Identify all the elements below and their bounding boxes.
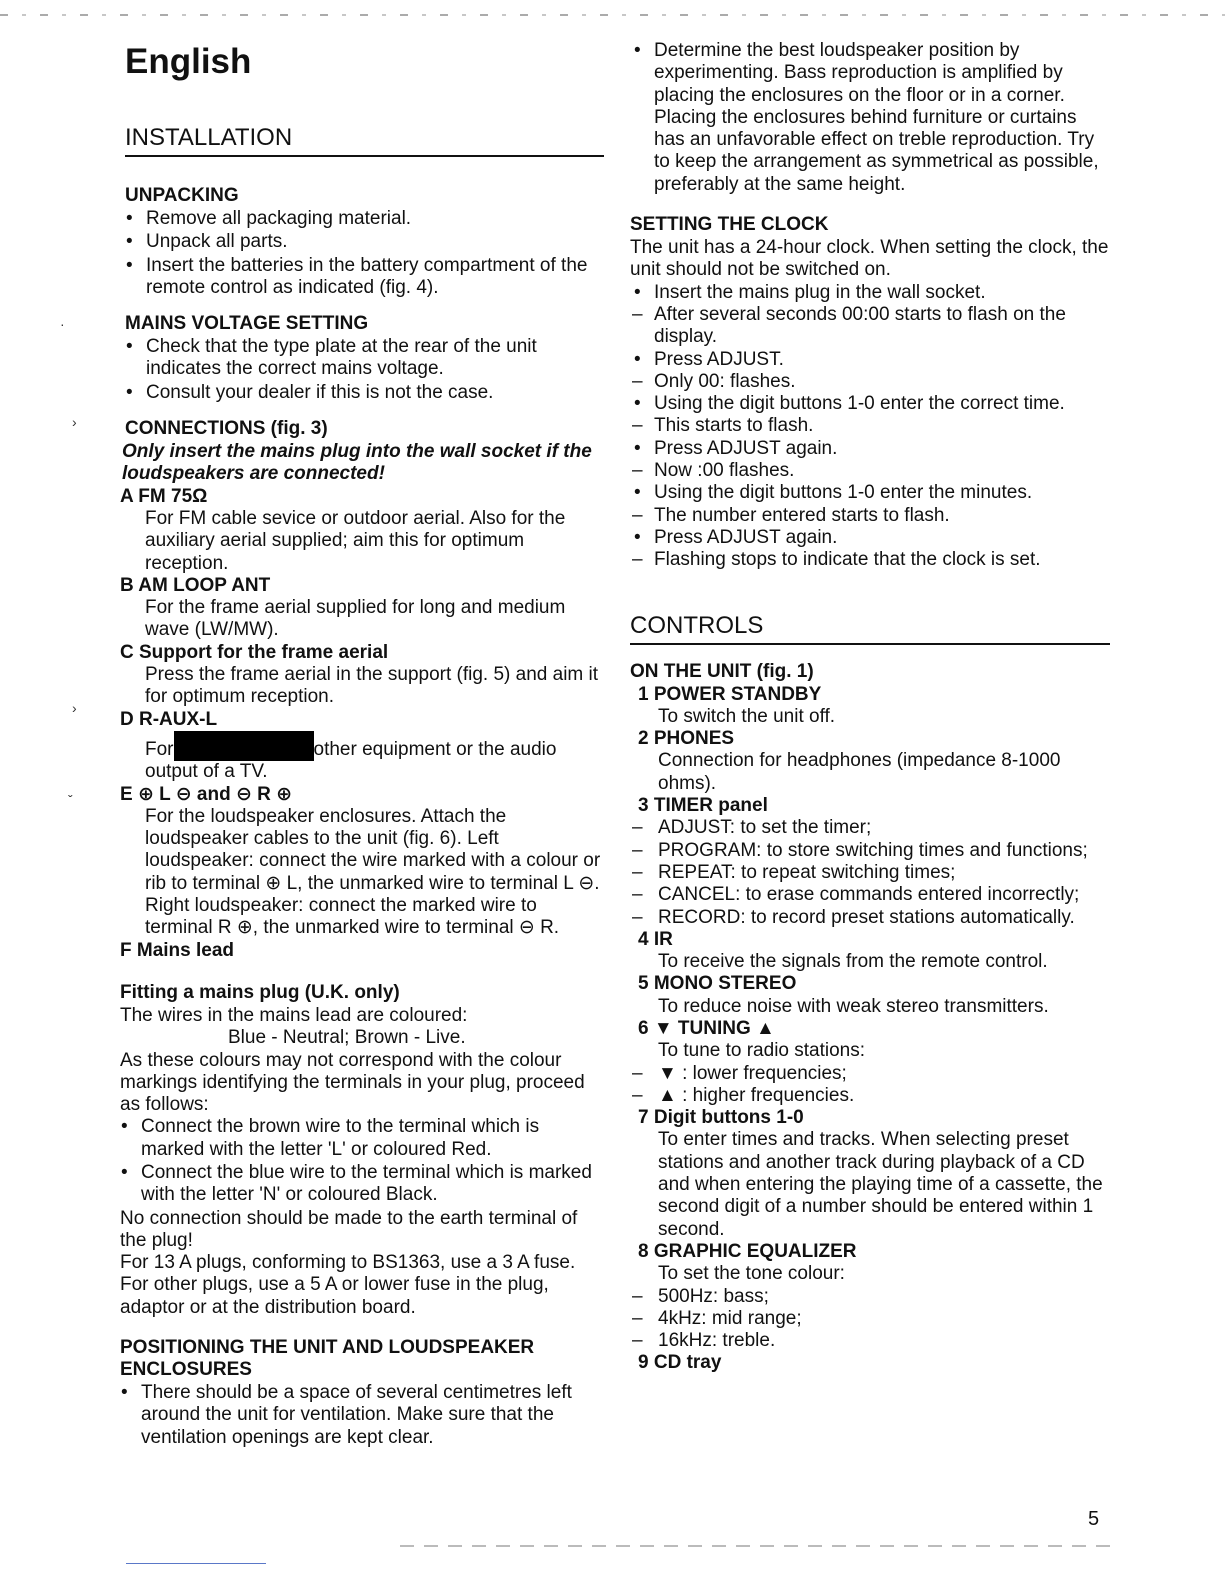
- tuning-list: [630, 1063, 1110, 1108]
- list-item: • Unpack all parts.: [146, 231, 604, 253]
- connector-d-text-before: For: [145, 738, 174, 760]
- on-the-unit-heading: ON THE UNIT (fig. 1): [630, 660, 814, 682]
- plug-line-2: Blue - Neutral; Brown - Live.: [228, 1027, 466, 1049]
- mains-plug-heading: Fitting a mains plug (U.K. only): [120, 981, 400, 1003]
- list-item: – ▼ : lower frequencies;: [658, 1063, 1110, 1085]
- list-item: – REPEAT: to repeat switching times;: [658, 862, 1110, 884]
- step-action: • Using the digit buttons 1-0 enter the correct time.: [654, 393, 1110, 415]
- clock-steps: [630, 282, 1110, 572]
- positioning-heading: POSITIONING THE UNIT AND LOUDSPEAKER ENCLOSURES: [120, 1337, 535, 1381]
- plug-list: [120, 1116, 604, 1206]
- list-item: • Remove all packaging material.: [146, 208, 604, 230]
- installation-heading: INSTALLATION: [125, 124, 604, 157]
- clock-heading: SETTING THE CLOCK: [630, 214, 829, 236]
- unpacking-section: [120, 185, 604, 299]
- step-action: • Insert the mains plug in the wall socket.: [654, 282, 1110, 304]
- positioning-list: [120, 1382, 604, 1449]
- list-item: – RECORD: to record preset stations automatically.: [658, 907, 1110, 929]
- step-result: – This starts to flash.: [654, 415, 1110, 437]
- mains-plug-section: [120, 982, 604, 1319]
- step-action: • Press ADJUST again.: [654, 527, 1110, 549]
- list-item: • Determine the best loudspeaker position by experimenting. Bass reproduction is amplified by placing the enclosures on the floor or in a corner. Placing the enclosures behind furniture or curtains has an unfavorable effect on treble reproduction. Try to keep the arrangement as symmetrical as possible, preferably at the same height.: [654, 40, 1110, 196]
- redaction-block: [174, 731, 314, 761]
- connector-f-title: F Mains lead: [120, 939, 235, 961]
- connections-section: [120, 418, 604, 962]
- connector-d-text: [145, 731, 604, 784]
- step-action: • Press ADJUST.: [654, 349, 1110, 371]
- connector-e-text: For the loudspeaker enclosures. Attach the loudspeaker cables to the unit (fig. 6). Left loudspeaker: connect the wire marked with a colour or rib to terminal ⊕ L, the unmarked wire to terminal L ⊖. Right loudspeaker: connect the marked wire to terminal R ⊕, the unmarked wire to terminal ⊖ R.: [145, 805, 601, 939]
- step-result: – The number entered starts to flash.: [654, 505, 1110, 527]
- list-item: – ▲ : higher frequencies.: [658, 1085, 1110, 1107]
- connector-d-text-after: other equipment or the audio output of a TV.: [145, 738, 557, 783]
- scan-mark: ˇ: [68, 792, 73, 808]
- control-6-title: 6 ▼ TUNING ▲: [638, 1017, 775, 1039]
- connections-warning: Only insert the mains plug into the wall socket if the loudspeakers are connected!: [122, 441, 592, 485]
- right-column: [630, 40, 1110, 1375]
- scan-mark: ›: [72, 414, 77, 430]
- plug-line-5: For 13 A plugs, conforming to BS1363, use a 3 A fuse. For other plugs, use a 5 A or lower fuse in the plug, adaptor or at the distribution board.: [120, 1252, 576, 1318]
- control-5-title: 5 MONO STEREO: [638, 973, 797, 995]
- timer-panel-list: [630, 817, 1110, 928]
- mains-voltage-heading: MAINS VOLTAGE SETTING: [125, 313, 369, 335]
- control-7-title: 7 Digit buttons 1-0: [638, 1107, 804, 1129]
- list-item: – 500Hz: bass;: [658, 1286, 1110, 1308]
- control-9-title: 9 CD tray: [638, 1352, 722, 1374]
- clock-intro: The unit has a 24-hour clock. When setting the clock, the unit should not be switched on.: [630, 237, 1109, 281]
- equalizer-list: [630, 1286, 1110, 1353]
- list-item: • Check that the type plate at the rear of the unit indicates the correct mains voltage.: [146, 336, 604, 381]
- controls-section: [630, 612, 1110, 1375]
- connector-b-title: B AM LOOP ANT: [120, 574, 271, 596]
- list-item: – 4kHz: mid range;: [658, 1308, 1110, 1330]
- mains-voltage-section: [120, 313, 604, 404]
- scan-mark: ›: [72, 700, 77, 716]
- plug-line-1: The wires in the mains lead are coloured:: [120, 1004, 468, 1026]
- control-4-title: 4 IR: [638, 928, 673, 950]
- list-item: • Consult your dealer if this is not the case.: [146, 382, 604, 404]
- list-item: – 16kHz: treble.: [658, 1330, 1110, 1352]
- connector-a-text: For FM cable sevice or outdoor aerial. Also for the auxiliary aerial supplied; aim this for optimum reception.: [145, 507, 566, 574]
- footer-rule: [126, 1563, 266, 1564]
- step-result: – Only 00: flashes.: [654, 371, 1110, 393]
- connector-a-title: A FM 75Ω: [120, 485, 208, 507]
- control-6-text: To tune to radio stations:: [658, 1040, 866, 1062]
- positioning-section: [120, 1337, 604, 1449]
- list-item: – ADJUST: to set the timer;: [658, 817, 1110, 839]
- list-item: • Insert the batteries in the battery compartment of the remote control as indicated (fig. 4).: [146, 255, 604, 300]
- plug-line-3: As these colours may not correspond with the colour markings identifying the terminals in your plug, proceed as follows:: [120, 1049, 585, 1116]
- control-8-title: 8 GRAPHIC EQUALIZER: [638, 1240, 857, 1262]
- control-3-title: 3 TIMER panel: [638, 795, 768, 817]
- step-result: – Flashing stops to indicate that the clock is set.: [654, 549, 1110, 571]
- step-action: • Using the digit buttons 1-0 enter the minutes.: [654, 482, 1110, 504]
- plug-line-4: No connection should be made to the earth terminal of the plug!: [120, 1207, 578, 1251]
- connector-c-title: C Support for the frame aerial: [120, 641, 389, 663]
- connector-b-text: For the frame aerial supplied for long and medium wave (LW/MW).: [145, 597, 566, 641]
- control-1-text: To switch the unit off.: [658, 705, 836, 727]
- language-title: English: [125, 42, 252, 81]
- unpacking-heading: UNPACKING: [125, 185, 239, 206]
- step-result: – Now :00 flashes.: [654, 460, 1110, 482]
- mains-voltage-list: [120, 336, 604, 404]
- positioning-list-continued: [630, 40, 1110, 196]
- step-action: • Press ADJUST again.: [654, 438, 1110, 460]
- left-column: [120, 40, 604, 1463]
- control-4-text: To receive the signals from the remote control.: [658, 951, 1048, 973]
- control-2-title: 2 PHONES: [638, 728, 735, 750]
- list-item: – CANCEL: to erase commands entered incorrectly;: [658, 884, 1110, 906]
- list-item: • Connect the blue wire to the terminal which is marked with the letter 'N' or coloured Black.: [141, 1162, 604, 1207]
- list-item: • Connect the brown wire to the terminal which is marked with the letter 'L' or coloured Red.: [141, 1116, 604, 1161]
- scan-artifact-bottom: [400, 1545, 1120, 1547]
- connector-d-title: D R-AUX-L: [120, 708, 218, 730]
- step-result: – After several seconds 00:00 starts to flash on the display.: [654, 304, 1110, 349]
- unpacking-list: [120, 208, 604, 299]
- connector-e-title: E ⊕ L ⊖ and ⊖ R ⊕: [120, 783, 293, 805]
- list-item: – PROGRAM: to store switching times and functions;: [658, 840, 1110, 862]
- control-8-text: To set the tone colour:: [658, 1263, 845, 1285]
- connections-heading: CONNECTIONS (fig. 3): [125, 418, 328, 440]
- control-2-text: Connection for headphones (impedance 8-1000 ohms).: [658, 750, 1061, 794]
- page-number: 5: [1088, 1508, 1100, 1530]
- clock-section: [630, 214, 1110, 571]
- list-item: • There should be a space of several centimetres left around the unit for ventilation. Make sure that the ventilation openings are kept clear.: [141, 1382, 604, 1449]
- control-5-text: To reduce noise with weak stereo transmitters.: [658, 995, 1049, 1017]
- connector-c-text: Press the frame aerial in the support (fig. 5) and aim it for optimum reception.: [145, 664, 599, 708]
- control-7-text: To enter times and tracks. When selecting preset stations and another track during playback of a CD and when entering the playing time of a cassette, the second digit of a number should be entered within 1 second.: [658, 1129, 1103, 1240]
- controls-heading: CONTROLS: [630, 612, 1110, 645]
- scan-artifact-top: [0, 14, 1225, 16]
- scan-mark: ·: [60, 316, 65, 332]
- control-1-title: 1 POWER STANDBY: [638, 683, 822, 705]
